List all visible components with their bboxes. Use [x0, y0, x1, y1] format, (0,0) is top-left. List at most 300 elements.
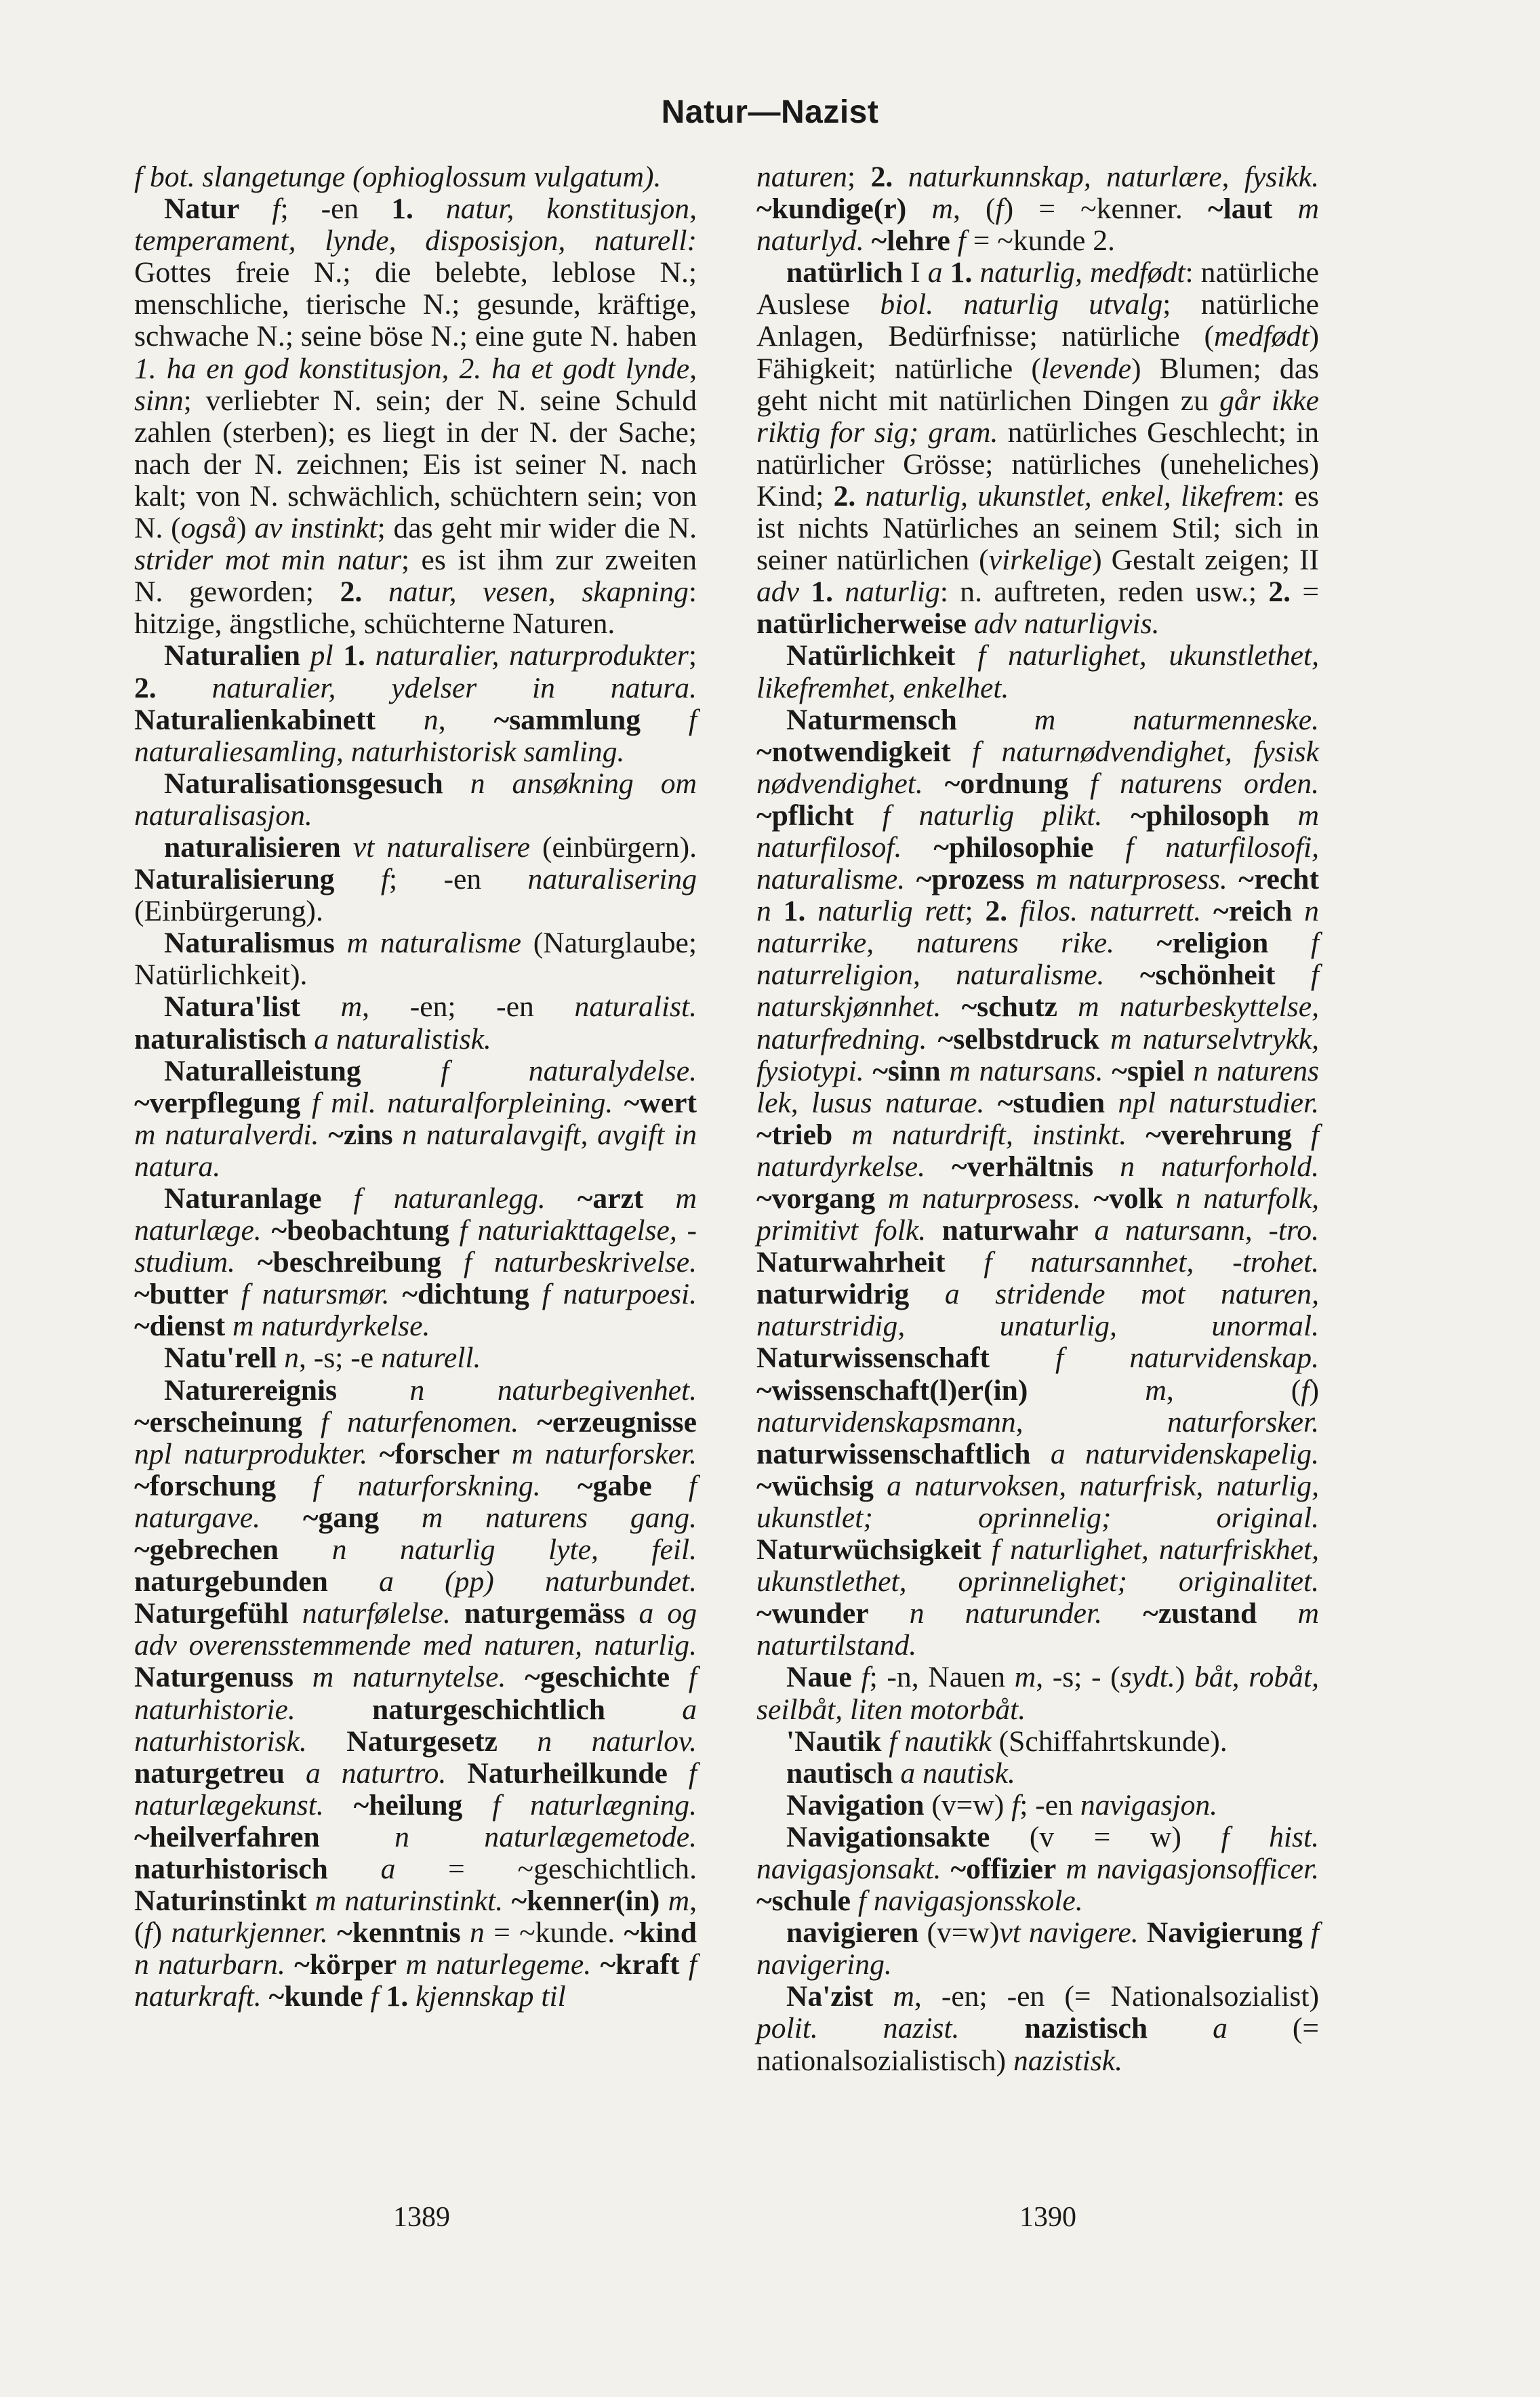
- headword: Naue: [786, 1661, 852, 1694]
- entry-text: ): [237, 512, 255, 545]
- translation-text: f naturnødvendighet, fysisk nødvendighet.: [756, 735, 1319, 800]
- headword: ~verehrung: [1146, 1118, 1292, 1151]
- headword: ~prozess: [916, 863, 1025, 896]
- entry-text: , (: [134, 1885, 697, 1950]
- headword: Navigierung: [1146, 1916, 1303, 1950]
- headword: ~philosophie: [933, 830, 1094, 864]
- translation-text: m naturlyd.: [756, 193, 1319, 258]
- entry-text: , -s; - (: [1036, 1661, 1120, 1694]
- headword: ~dichtung: [402, 1278, 529, 1311]
- entry-text: [1102, 799, 1131, 832]
- entry-text: [1114, 927, 1157, 959]
- translation-text: f naturens orden.: [1068, 767, 1319, 800]
- headword: naturwahr: [941, 1214, 1078, 1247]
- dictionary-entry: [756, 1821, 1319, 1917]
- entry-text: [262, 1214, 272, 1247]
- translation-text: f nautikk: [881, 1725, 992, 1758]
- translation-text: m naturforsker.: [500, 1437, 697, 1470]
- entry-text: ;: [847, 161, 871, 193]
- entry-text: [1127, 1119, 1146, 1151]
- entry-text: = ~kunde 2.: [965, 224, 1115, 258]
- entry-text: [506, 1661, 525, 1693]
- headword: Naturalisierung: [134, 863, 335, 896]
- translation-text: m naturens gang.: [379, 1501, 697, 1534]
- translation-text: naturen: [756, 161, 847, 193]
- translation-text: naturell.: [381, 1342, 481, 1375]
- headword: ~kundige(r): [756, 193, 907, 226]
- translation-text: pl: [300, 639, 333, 672]
- entry-text: ; -en: [1019, 1788, 1080, 1821]
- entry-text: ) Fähigkeit; natürliche (: [756, 320, 1319, 385]
- translation-text: m naturprosess.: [1024, 863, 1228, 896]
- headword: ~lehre: [871, 224, 950, 258]
- translation-text: levende: [1040, 352, 1131, 385]
- entry-text: [864, 224, 872, 257]
- translation-text: av instinkt: [254, 512, 378, 545]
- dictionary-entry: [756, 1758, 1319, 1790]
- translation-text: m: [300, 990, 363, 1024]
- entry-text: [1102, 1597, 1143, 1630]
- headword: ~zins: [328, 1118, 393, 1151]
- entry-text: [591, 1948, 600, 1981]
- page-number-right: 1390: [1019, 2202, 1076, 2233]
- translation-text: naturalist.: [574, 990, 697, 1024]
- headword: ~pflicht: [756, 799, 854, 832]
- entry-text: : natürliche Auslese: [756, 256, 1319, 321]
- translation-text: f naturforskning.: [276, 1469, 541, 1502]
- translation-text: n naturlægemetode.: [319, 1820, 697, 1853]
- translation-text: f naturalydelse.: [361, 1054, 697, 1087]
- translation-text: n naturlig lyte, feil.: [279, 1533, 697, 1567]
- translation-text: m natursans.: [940, 1054, 1103, 1087]
- entry-text: = ~kunde.: [484, 1916, 624, 1950]
- headword: ~reich: [1213, 895, 1293, 928]
- translation-text: f hist. navigasjonsakt.: [756, 1820, 1319, 1885]
- headword: Natura'list: [164, 990, 301, 1024]
- headword: 2.: [340, 576, 363, 609]
- dictionary-entry: [134, 1342, 697, 1374]
- headword: ~recht: [1238, 863, 1319, 896]
- entry-text: (einbürgern).: [529, 830, 697, 864]
- headword: 'Nautik: [786, 1725, 882, 1758]
- headword: 1.: [386, 1980, 409, 2013]
- translation-text: n naturforhold.: [1093, 1150, 1319, 1183]
- dictionary-entry: [134, 768, 697, 832]
- headword: ~beobachtung: [271, 1214, 449, 1247]
- translation-text: a: [927, 256, 943, 289]
- translation-text: f: [144, 1916, 153, 1950]
- dictionary-entry: [756, 1981, 1319, 2076]
- translation-text: virkelige: [988, 544, 1093, 577]
- translation-text: vt navigere.: [999, 1916, 1139, 1950]
- headword: ~sinn: [872, 1054, 941, 1087]
- headword: Naturheilkunde: [467, 1756, 668, 1790]
- translation-text: f natursmør.: [228, 1278, 390, 1311]
- headword: Natur: [164, 193, 240, 226]
- translation-text: m naturlegeme.: [397, 1948, 592, 1981]
- entry-text: [1104, 959, 1139, 991]
- entry-continuation: [134, 161, 697, 193]
- translation-text: f naturaliesamling, naturhistorisk samling.: [134, 703, 697, 768]
- headword: Naturwüchsigkeit: [756, 1533, 981, 1567]
- translation-text: f naturvidenskap.: [989, 1342, 1319, 1375]
- translation-text: m naturalisme: [334, 927, 522, 960]
- translation-text: m naturnytelse.: [293, 1661, 506, 1694]
- headword: ~heilung: [353, 1788, 463, 1821]
- translation-text: npl naturprodukter.: [134, 1437, 368, 1470]
- entry-text: [927, 1023, 937, 1055]
- entry-text: [1081, 1182, 1094, 1215]
- dictionary-entry: [756, 1917, 1319, 1981]
- translation-text: f: [851, 1661, 870, 1694]
- translation-text: a: [1148, 2012, 1228, 2045]
- entry-text: [613, 1087, 624, 1119]
- translation-text: naturlig, medfødt: [972, 256, 1186, 289]
- dictionary-entry: [134, 927, 697, 991]
- headword: ~volk: [1093, 1182, 1164, 1215]
- entry-text: [328, 1916, 337, 1949]
- headword: 1.: [811, 576, 833, 609]
- headword: ~trieb: [756, 1118, 833, 1151]
- headword: ~forschung: [134, 1469, 277, 1502]
- headword: ~heilverfahren: [134, 1820, 320, 1853]
- entry-text: [864, 1055, 873, 1087]
- translation-text: f natursannhet, -trohet.: [945, 1246, 1319, 1279]
- entry-text: [799, 576, 811, 608]
- translation-text: f navigasjonsskole.: [850, 1885, 1083, 1918]
- headword: Naturanlage: [164, 1182, 322, 1215]
- entry-text: (Einbürgerung).: [134, 895, 323, 928]
- translation-text: adv: [756, 576, 799, 609]
- translation-text: m naturmenneske.: [956, 703, 1319, 736]
- dictionary-entry: [134, 832, 697, 927]
- headword: ~wunder: [756, 1597, 869, 1630]
- page-number-left: 1389: [393, 2202, 450, 2233]
- running-head: Natur—Nazist: [661, 94, 879, 130]
- headword: ~schule: [756, 1885, 851, 1918]
- headword: ~kenner(in): [511, 1885, 660, 1918]
- translation-text: biol. naturlig utvalg: [880, 288, 1163, 321]
- translation-text: m naturlæge.: [134, 1182, 697, 1247]
- headword: naturalisieren: [164, 830, 341, 864]
- translation-text: naturkjenner.: [171, 1916, 328, 1950]
- entry-text: natürliches Geschlecht; in natürlicher Grösse; natürliches (uneheliches) Kind;: [756, 416, 1319, 512]
- entry-text: ; natürliche Anlagen, Bedürfnisse; natürliche (: [756, 288, 1319, 353]
- entry-text: ; -en: [280, 193, 392, 226]
- translation-text: m: [1014, 1661, 1036, 1694]
- headword: naturgebunden: [134, 1565, 328, 1598]
- translation-text: n naturunder.: [868, 1597, 1103, 1630]
- translation-text: a naturalistisk.: [306, 1022, 491, 1055]
- dictionary-entry: [134, 193, 697, 640]
- headword: ~schutz: [961, 990, 1057, 1024]
- entry-text: (v=w): [924, 1788, 1012, 1821]
- translation-text: m navigasjonsofficer.: [1056, 1852, 1319, 1885]
- headword: ~beschreibung: [257, 1246, 442, 1279]
- headword: ~kenntnis: [337, 1916, 461, 1950]
- headword: naturalistisch: [134, 1022, 307, 1055]
- translation-text: f naturiakttagelse, -studium.: [134, 1214, 697, 1279]
- entry-text: [984, 1087, 997, 1119]
- headword: nautisch: [786, 1756, 893, 1790]
- translation-text: a naturvidenskapelig.: [1030, 1437, 1319, 1470]
- headword: Navigation: [786, 1788, 925, 1821]
- entry-text: ) = ~kenner.: [1003, 193, 1208, 226]
- translation-text: naturlig rett: [805, 895, 965, 928]
- entry-text: [1139, 1916, 1147, 1949]
- translation-text: a (pp) naturbundet.: [327, 1565, 697, 1598]
- translation-text: navigasjon.: [1080, 1788, 1218, 1821]
- translation-text: m naturprosess.: [875, 1182, 1081, 1215]
- translation-text: f: [363, 1980, 379, 2013]
- translation-text: f bot. slangetunge (ophioglossum vulgatum).: [134, 161, 662, 193]
- entry-text: , (: [952, 193, 996, 226]
- headword: ~kraft: [600, 1948, 680, 1981]
- headword: ~sammlung: [493, 703, 641, 736]
- translation-text: f naturreligion, naturalisme.: [756, 927, 1320, 992]
- translation-text: f: [995, 193, 1004, 226]
- entry-text: (v=w): [918, 1916, 1000, 1950]
- entry-text: [925, 1150, 952, 1183]
- translation-text: m naturalverdi.: [134, 1118, 319, 1151]
- translation-text: m naturbeskyttelse, naturfredning.: [756, 990, 1319, 1055]
- translation-text: m naturdrift, instinkt.: [832, 1118, 1127, 1151]
- translation-text: f naturfilosofi, naturalisme.: [756, 830, 1319, 896]
- translation-text: a natursann, -tro.: [1078, 1214, 1319, 1247]
- translation-text: n naturrike, naturens rike.: [756, 895, 1319, 960]
- translation-text: n: [460, 1916, 485, 1950]
- entry-text: [307, 1725, 346, 1758]
- entry-text: [285, 1948, 294, 1981]
- entry-text: [1201, 895, 1213, 927]
- headword: ~wert: [624, 1086, 697, 1119]
- translation-text: m: [660, 1885, 690, 1918]
- entry-text: (= nationalsozialistisch): [756, 2012, 1319, 2077]
- translation-text: f naturskjønnhet.: [756, 959, 1319, 1024]
- translation-text: n naturbarn.: [134, 1948, 285, 1981]
- translation-text: polit. nazist.: [756, 2012, 960, 2045]
- headword: 2.: [985, 895, 1008, 928]
- translation-text: m naturinstinkt.: [306, 1885, 504, 1918]
- translation-text: naturalisering: [527, 863, 697, 896]
- headword: ~gebrechen: [134, 1533, 279, 1567]
- entry-text: [262, 1980, 269, 2013]
- headword: naturwidrig: [756, 1278, 910, 1311]
- translation-text: f naturlighet, naturfriskhet, ukunstlethet, oprinnelighet; originalitet.: [756, 1533, 1319, 1598]
- translation-text: adv naturligvis.: [966, 607, 1160, 641]
- dictionary-entry: [756, 257, 1319, 640]
- translation-text: f naturgave.: [134, 1469, 697, 1534]
- entry-text: : es ist nichts Natürliches an seinem Stil; sich in seiner natürlichen (: [756, 479, 1319, 577]
- dictionary-entry: [134, 991, 697, 1055]
- headword: naturgemäss: [464, 1597, 626, 1630]
- translation-text: f: [1011, 1788, 1020, 1821]
- headword: Naturmensch: [786, 703, 957, 736]
- entry-text: [923, 767, 945, 800]
- headword: ~arzt: [577, 1182, 644, 1215]
- right-column: [756, 161, 1319, 2077]
- translation-text: f: [334, 863, 389, 896]
- entry-text: ): [1175, 1661, 1194, 1694]
- translation-text: f naturlighet, ukunstlethet, likefremhet, enkelhet.: [756, 639, 1319, 704]
- entry-text: [959, 2012, 1024, 2044]
- headword: ~verhältnis: [952, 1150, 1094, 1183]
- entry-text: ) Blumen; das geht nicht mit natürlichen Dingen zu: [756, 352, 1320, 417]
- entry-text: I: [902, 256, 928, 289]
- dictionary-entry: [134, 1055, 697, 1183]
- translation-text: f naturbeskrivelse.: [441, 1246, 697, 1279]
- entry-text: [943, 256, 950, 289]
- headword: natürlich: [786, 256, 903, 289]
- headword: Navigationsakte: [786, 1820, 990, 1853]
- translation-text: a og adv overensstemmende med naturen, naturlig.: [134, 1597, 697, 1662]
- translation-text: går ikke riktig for sig; gram.: [756, 384, 1319, 449]
- entry-text: ): [1309, 1373, 1319, 1407]
- translation-text: n naturfolk, primitivt folk.: [756, 1182, 1319, 1247]
- headword: Naturalleistung: [164, 1054, 361, 1087]
- translation-text: m naturselvtrykk, fysiotypi.: [756, 1022, 1319, 1087]
- translation-text: naturalier, ydelser in natura.: [156, 671, 697, 704]
- headword: navigieren: [786, 1916, 919, 1950]
- entry-text: [451, 1597, 464, 1630]
- entry-text: ; -n, Nauen: [869, 1661, 1015, 1694]
- translation-text: n: [277, 1342, 299, 1375]
- headword: ~spiel: [1112, 1054, 1185, 1087]
- headword: ~wüchsig: [756, 1469, 874, 1502]
- entry-text: , -s; -e: [299, 1342, 382, 1375]
- left-column: [134, 161, 697, 2013]
- headword: ~schönheit: [1139, 959, 1276, 992]
- headword: 2.: [870, 161, 893, 193]
- dictionary-entry: [134, 640, 697, 767]
- dictionary-entry: [756, 1661, 1319, 1725]
- dictionary-entry: [134, 1375, 697, 2013]
- translation-text: f naturkraft.: [134, 1948, 697, 2013]
- headword: Naturinstinkt: [134, 1885, 307, 1918]
- translation-text: naturfølelse.: [288, 1597, 451, 1630]
- entry-text: [546, 1182, 578, 1215]
- translation-text: naturkunnskap, naturlære, fysikk.: [893, 161, 1319, 193]
- entry-text: (v = w): [990, 1820, 1221, 1853]
- headword: ~studien: [997, 1086, 1106, 1119]
- translation-text: n naturalavgift, avgift in natura.: [134, 1118, 697, 1183]
- entry-text: [941, 990, 961, 1023]
- translation-text: m: [873, 1980, 914, 2013]
- headword: Naturalien: [164, 639, 301, 672]
- headword: ~ordnung: [944, 767, 1069, 800]
- headword: 2.: [134, 671, 157, 704]
- entry-text: =: [1291, 576, 1320, 609]
- headword: naturgetreu: [134, 1756, 285, 1790]
- translation-text: 1. ha en god konstitusjon, 2. ha et godt lynde, sinn: [134, 352, 697, 417]
- headword: Naturwissenschaft: [756, 1342, 990, 1375]
- headword: ~gang: [302, 1501, 380, 1534]
- headword: Naturalismus: [164, 927, 335, 960]
- translation-text: f naturlig plikt.: [853, 799, 1103, 832]
- headword: 2.: [1268, 576, 1291, 609]
- translation-text: f naturhistorie.: [134, 1661, 697, 1726]
- entry-text: , (: [1166, 1373, 1301, 1407]
- entry-text: ; das geht mir wider die N.: [377, 512, 697, 545]
- dictionary-entry: [756, 704, 1319, 1662]
- headword: Natürlichkeit: [786, 639, 956, 672]
- entry-text: ;: [965, 895, 986, 928]
- headword: Naturalisationsgesuch: [164, 767, 443, 800]
- entry-text: ): [152, 1916, 171, 1950]
- entry-text: [926, 1214, 942, 1247]
- dictionary-entry: [134, 1183, 697, 1342]
- translation-text: n naturlov.: [497, 1725, 697, 1758]
- translation-text: filos. naturrett.: [1007, 895, 1202, 928]
- translation-text: m: [906, 193, 953, 226]
- entry-text: [333, 639, 344, 672]
- entry-text: : hitzige, ängstliche, schüchterne Naturen.: [134, 576, 697, 641]
- headword: ~laut: [1207, 193, 1273, 226]
- dictionary-entry: [756, 1726, 1319, 1758]
- translation-text: sydt.: [1120, 1661, 1175, 1694]
- headword: ~dienst: [134, 1310, 226, 1343]
- headword: nazistisch: [1024, 2012, 1148, 2045]
- headword: 1.: [783, 895, 806, 928]
- entry-text: ;: [688, 639, 697, 672]
- translation-text: naturlig, ukunstlet, enkel, likefrem: [855, 479, 1277, 512]
- headword: ~religion: [1156, 927, 1269, 960]
- translation-text: a naturvoksen, naturfrisk, naturlig, ukunstlet; oprinnelig; original.: [756, 1469, 1319, 1534]
- headword: ~butter: [134, 1278, 228, 1311]
- entry-text: [446, 1757, 467, 1790]
- headword: Na'zist: [786, 1980, 874, 2013]
- headword: ~notwendigkeit: [756, 735, 951, 768]
- entry-text: [503, 1885, 511, 1917]
- entry-text: [260, 1502, 303, 1534]
- headword: ~erscheinung: [134, 1405, 302, 1438]
- entry-text: ; es ist ihm zur zweiten N. geworden;: [134, 544, 697, 609]
- translation-text: natur, vesen, skapning: [362, 576, 689, 609]
- translation-text: f naturlægekunst.: [134, 1756, 697, 1821]
- entry-text: = ~geschichtlich.: [395, 1852, 697, 1885]
- translation-text: a naturtro.: [284, 1756, 447, 1790]
- entry-text: , -en; -en (= Nationalsozialist): [914, 1980, 1319, 2013]
- translation-text: m naturtilstand.: [756, 1597, 1319, 1662]
- entry-text: Gottes freie N.; die belebte, leblose N.; menschliche, tierische N.; gesunde, kräftige, schwache N.; seine böse N.; eine gute N. haben: [134, 256, 697, 353]
- entry-text: [389, 1278, 402, 1310]
- headword: Naturgenuss: [134, 1661, 293, 1694]
- translation-text: n ansøkning om naturalisasjon.: [134, 767, 697, 832]
- headword: naturhistorisch: [134, 1852, 328, 1885]
- headword: ~erzeugnisse: [537, 1405, 697, 1438]
- translation-text: kjennskap til: [408, 1980, 566, 2013]
- dictionary-entry: [756, 1790, 1319, 1821]
- translation-text: a stridende mot naturen, naturstridig, unaturlig, unormal.: [756, 1278, 1319, 1343]
- translation-text: f: [950, 224, 966, 258]
- entry-text: ; -en: [388, 863, 528, 896]
- headword: ~kunde: [268, 1980, 363, 2013]
- headword: ~kind: [624, 1916, 697, 1950]
- translation-text: f naturdyrkelse.: [756, 1118, 1319, 1183]
- headword: ~vorgang: [756, 1182, 876, 1215]
- dictionary-entry: [756, 640, 1319, 704]
- headword: 1.: [343, 639, 365, 672]
- headword: Natu'rell: [164, 1342, 277, 1375]
- headword: ~wissenschaft(l)er(in): [756, 1373, 1028, 1407]
- translation-text: f naturlægning.: [462, 1788, 697, 1821]
- entry-text: : n. auftreten, reden usw.;: [939, 576, 1269, 609]
- headword: naturwissenschaftlich: [756, 1437, 1031, 1470]
- entry-text: [941, 1853, 950, 1885]
- entry-text: [235, 1246, 258, 1278]
- translation-text: a naturhistorisk.: [134, 1693, 697, 1758]
- translation-text: naturvidenskapsmann, naturforsker.: [756, 1405, 1319, 1438]
